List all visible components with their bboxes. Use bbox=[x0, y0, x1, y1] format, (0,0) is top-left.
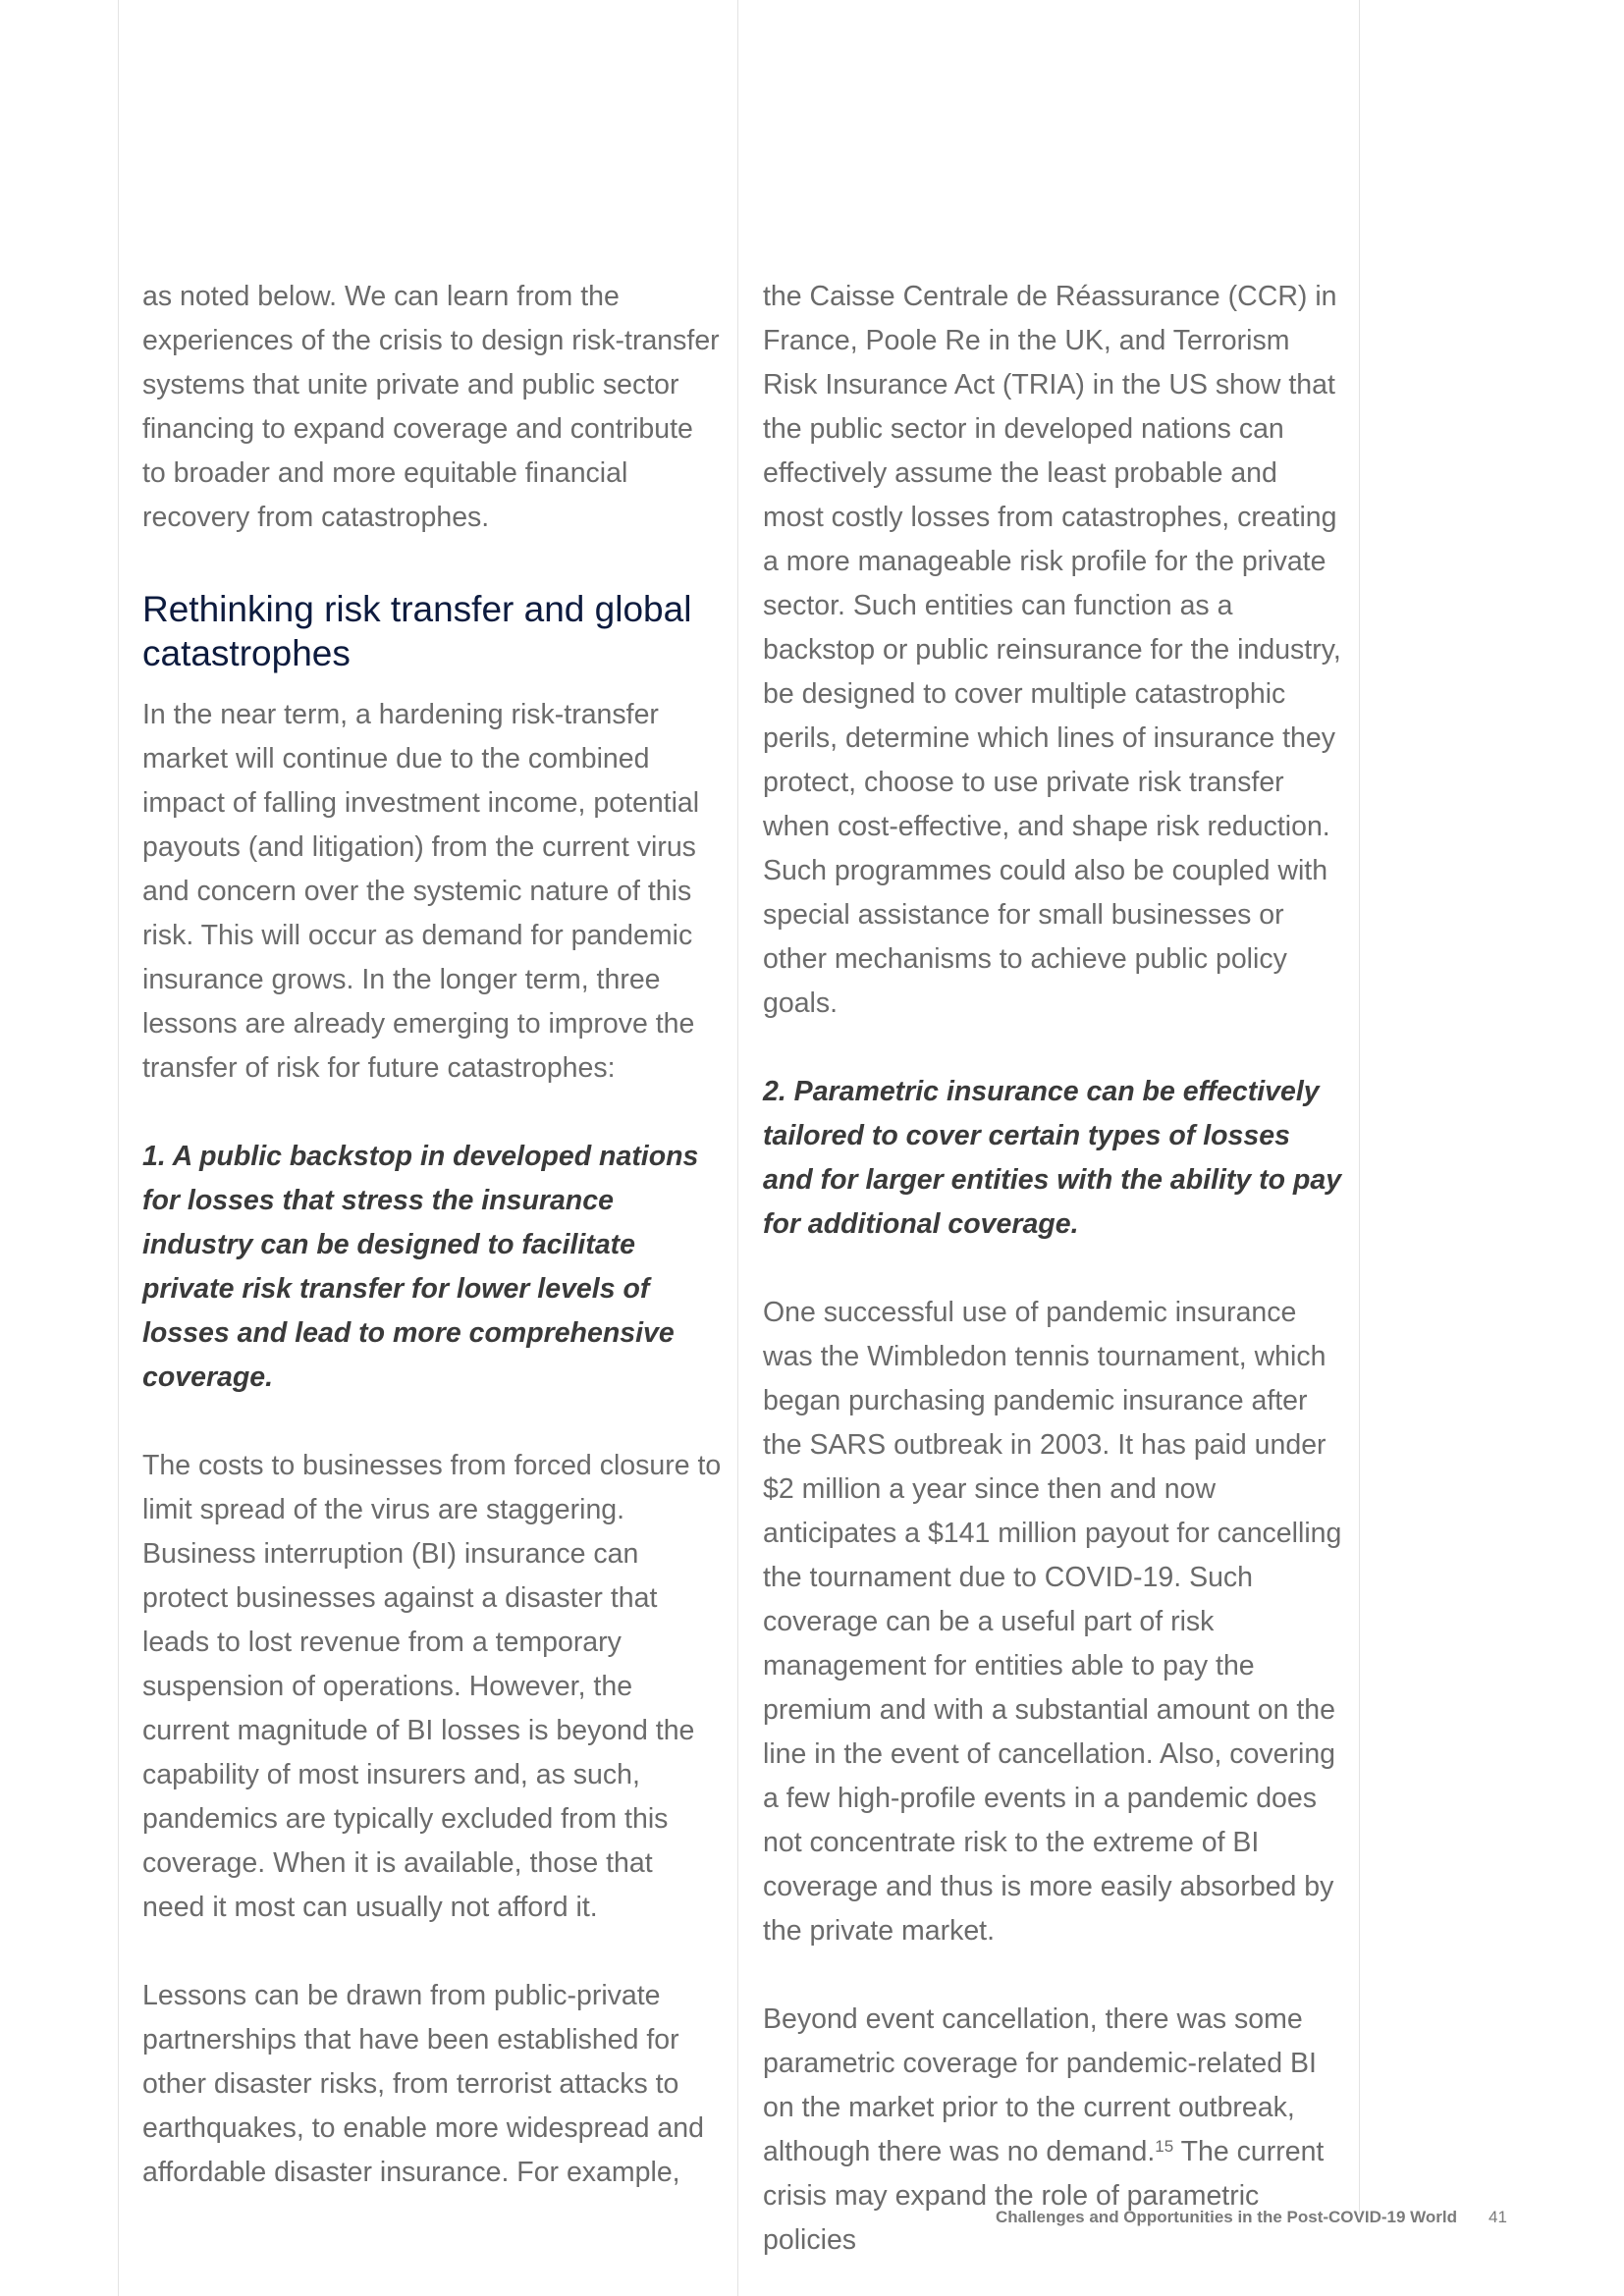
footnote-reference[interactable]: 15 bbox=[1155, 2137, 1174, 2156]
lesson-2-heading: 2. Parametric insurance can be effectively tailored to cover certain types of losses and for larger entities with the ability to pay for additional coverage. bbox=[763, 1076, 1342, 1240]
section-heading: Rethinking risk transfer and global catastrophes bbox=[142, 589, 692, 673]
left-paragraph-1: as noted below. We can learn from the experiences of the crisis to design risk-transfer systems that unite private and public sector financing to expand coverage and contribute to broader and more equitable financial recovery from catastrophes. bbox=[142, 281, 720, 533]
right-paragraph-2: One successful use of pandemic insurance was the Wimbledon tennis tournament, which began purchasing pandemic insurance after the SARS outbreak in 2003. It has paid under $2 million a year since then and now anticipates a $141 million payout for cancelling the tournament due to COVID-19. Such coverage can be a useful part of risk management for entities able to pay the premium and with a substantial amount on the line in the event of cancellation. Also, covering a few high-profile events in a pandemic does not concentrate risk to the extreme of BI coverage and thus is more easily absorbed by the private market. bbox=[763, 1297, 1342, 1947]
left-paragraph-4: Lessons can be drawn from public-private partnerships that have been established for other disaster risks, from terrorist attacks to earthquakes, to enable more widespread and affordable disaster insurance. For example, bbox=[142, 1980, 704, 2188]
right-paragraph-3-continuation: The current crisis may expand the role of parametric policies bbox=[763, 2136, 1325, 2256]
page-number: 41 bbox=[1489, 2208, 1507, 2226]
column-rule-middle bbox=[737, 0, 738, 2296]
right-paragraph-1: the Caisse Centrale de Réassurance (CCR) in France, Poole Re in the UK, and Terrorism Risk Insurance Act (TRIA) in the US show that the public sector in developed nations can effectively assume the least probable and most costly losses from catastrophes, creating a more manageable risk profile for the private sector. Such entities can function as a backstop or public reinsurance for the industry, be designed to cover multiple catastrophic perils, determine which lines of insurance they protect, choose to use private risk transfer when cost-effective, and shape risk reduction. Such programmes could also be coupled with special assistance for small businesses or other mechanisms to achieve public policy goals. bbox=[763, 281, 1341, 1019]
column-rule-left bbox=[118, 0, 119, 2296]
left-paragraph-3: The costs to businesses from forced closure to limit spread of the virus are staggering. Business interruption (BI) insurance can protect businesses against a disaster that leads to lost revenue from a temporary suspension of operations. However, the current magnitude of BI losses is beyond the capability of most insurers and, as such, pandemics are typically excluded from this coverage. When it is available, those that need it most can usually not afford it. bbox=[142, 1450, 722, 1923]
footer-report-title: Challenges and Opportunities in the Post-COVID-19 World bbox=[995, 2208, 1457, 2226]
left-column bbox=[142, 275, 722, 2195]
column-rule-right bbox=[1359, 0, 1360, 2215]
right-column bbox=[763, 275, 1342, 2263]
left-paragraph-2: In the near term, a hardening risk-transfer market will continue due to the combined impact of falling investment income, potential payouts (and litigation) from the current virus and concern over the systemic nature of this risk. This will occur as demand for pandemic insurance grows. In the longer term, three lessons are already emerging to improve the transfer of risk for future catastrophes: bbox=[142, 699, 700, 1084]
lesson-1-heading: 1. A public backstop in developed nations for losses that stress the insurance industry can be designed to facilitate private risk transfer for lower levels of losses and lead to more comprehensive coverage. bbox=[142, 1141, 699, 1393]
right-paragraph-3-text: Beyond event cancellation, there was some parametric coverage for pandemic-related BI on the market prior to the current outbreak, although there was no demand. bbox=[763, 2003, 1317, 2167]
